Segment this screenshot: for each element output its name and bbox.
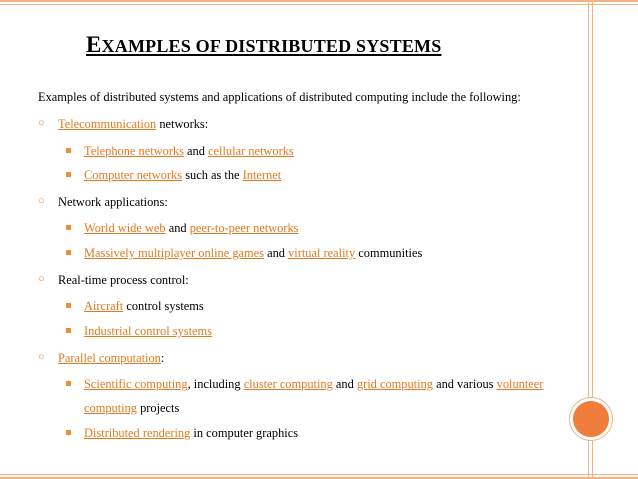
link-distributed-rendering[interactable]: Distributed rendering [84,426,191,440]
slide-bottom-border [0,474,638,479]
link-computer-networks[interactable]: Computer networks [84,168,183,182]
link-internet[interactable]: Internet [242,168,282,182]
link-cellular-networks[interactable]: cellular networks [208,144,294,158]
list-item: ○ Real-time process control: [38,273,189,287]
link-volunteer-computing[interactable]: volunteer [496,377,544,391]
square-bullet-icon [66,172,71,177]
list-item: Aircraft control systems [66,299,576,317]
list-item [66,324,576,342]
square-bullet-icon [66,303,71,308]
list-item-continuation: computing projects [84,401,180,415]
link-world-wide-web[interactable]: World wide web [84,221,166,235]
link-scientific-computing[interactable]: Scientific computing [84,377,188,391]
link-telecommunication[interactable]: Telecommunication [58,117,157,131]
hollow-circle-bullet-icon: ○ [38,195,45,207]
square-bullet-icon [66,225,71,230]
link-grid-computing[interactable]: grid computing [356,377,433,391]
hollow-circle-bullet-icon: ○ [38,351,45,363]
slide-title: EXAMPLES OF DISTRIBUTED SYSTEMS [86,32,442,57]
decorative-orange-circle-icon [570,398,612,440]
link-telephone-networks[interactable]: Telephone networks [84,144,184,158]
link-peer-to-peer-networks[interactable]: peer-to-peer networks [189,221,299,235]
list-item: Telephone networks and cellular networks [66,144,576,162]
link-cluster-computing[interactable]: cluster computing [243,377,333,391]
square-bullet-icon [66,148,71,153]
list-item: ○ Network applications: [38,195,168,209]
list-item: Computer networks such as the Internet [66,168,576,186]
list-item: World wide web and peer-to-peer networks [66,221,576,239]
square-bullet-icon [66,328,71,333]
square-bullet-icon [66,430,71,435]
link-virtual-reality[interactable]: virtual reality [288,246,356,260]
intro-text: Examples of distributed systems and applications of distributed computing include the following: [38,90,521,104]
link-industrial-control-systems[interactable]: Industrial control systems [84,324,213,338]
list-item: Scientific computing, including cluster computing and grid computing and various volunteer [66,377,576,395]
list-item: Massively multiplayer online games and virtual reality communities [66,246,576,264]
square-bullet-icon [66,381,71,386]
hollow-circle-bullet-icon: ○ [38,117,45,129]
link-mmog[interactable]: Massively multiplayer online games [84,246,264,260]
square-bullet-icon [66,250,71,255]
list-item: Distributed rendering in computer graphics [66,426,576,444]
link-parallel-computation[interactable]: Parallel computation [58,351,161,365]
link-volunteer-computing-cont[interactable]: computing [84,401,137,415]
slide-top-border [0,0,638,5]
link-aircraft[interactable]: Aircraft [84,299,124,313]
hollow-circle-bullet-icon: ○ [38,273,45,285]
list-item: ○ Parallel computation: [38,351,165,365]
list-item: ○ Telecommunication networks: [38,117,209,131]
